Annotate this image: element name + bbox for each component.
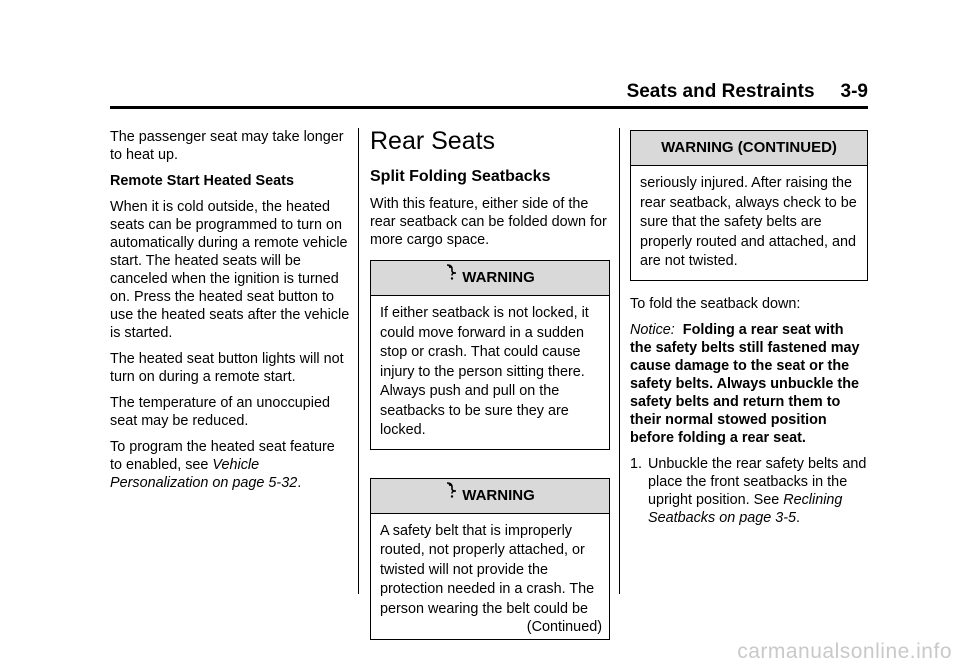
column-2 bbox=[370, 127, 610, 640]
paragraph: To fold the seatback down: bbox=[630, 295, 801, 312]
subsection-heading: Split Folding Seatbacks bbox=[370, 168, 551, 185]
warning-text: If either seatback is not locked, it could move forward in a sudden stop or crash. That could cause injury to the person sitting there. Always push and pull on the seatbacks to be sure they are locked. bbox=[380, 305, 589, 438]
page-header bbox=[110, 80, 868, 104]
warning-brace-icon bbox=[445, 259, 459, 293]
warning-box bbox=[370, 260, 610, 450]
notice bbox=[630, 321, 868, 447]
warning-text: A safety belt that is improperly routed, not properly attached, or twisted will not provide the protection needed in a crash. The person wearing the belt could be bbox=[380, 522, 595, 617]
paragraph: The passenger seat may take longer to heat up. bbox=[110, 129, 344, 163]
subheading: Remote Start Heated Seats bbox=[110, 173, 294, 189]
column-1 bbox=[110, 128, 350, 500]
column-divider-2 bbox=[619, 128, 620, 594]
warning-text: seriously injured. After raising the rear seatback, always check to be sure that the safety belts are properly routed and attached, and are not twisted. bbox=[640, 175, 857, 269]
warning-box-continued bbox=[630, 130, 868, 281]
warning-title: WARNING bbox=[462, 269, 535, 286]
section-title: Seats and Restraints bbox=[626, 81, 815, 102]
warning-brace-icon bbox=[445, 477, 459, 511]
notice-label: Notice: bbox=[630, 321, 675, 338]
paragraph: To program the heated seat feature to enabled, see Vehicle Personalization on page 5-32. bbox=[110, 439, 335, 491]
column-3 bbox=[630, 130, 868, 527]
page-number: 3-9 bbox=[840, 81, 868, 102]
header-rule bbox=[110, 106, 868, 109]
paragraph: The temperature of an unoccupied seat may be reduced. bbox=[110, 395, 330, 429]
warning-header bbox=[371, 261, 609, 296]
warning-title: WARNING bbox=[462, 486, 535, 504]
list-number: 1. bbox=[630, 455, 643, 472]
continued-label: (Continued) bbox=[526, 619, 602, 635]
column-divider-1 bbox=[358, 128, 359, 594]
paragraph: With this feature, either side of the rear seatback can be folded down for more cargo space. bbox=[370, 196, 607, 248]
warning-header: WARNING (CONTINUED) bbox=[631, 131, 867, 166]
section-heading: Rear Seats bbox=[370, 127, 496, 155]
list-item: 1. Unbuckle the rear safety belts and place the front seatbacks in the upright position. See Reclining Seatbacks on page 3-5. bbox=[630, 455, 867, 526]
paragraph: The heated seat button lights will not turn on during a remote start. bbox=[110, 351, 344, 385]
warning-header bbox=[371, 479, 609, 514]
paragraph: When it is cold outside, the heated seats can be programmed to turn on automatically during a remote vehicle start. The heated seats will be canceled when the ignition is turned on. Press the heated seat button to use the heated seats after the vehicle is started. bbox=[110, 199, 350, 341]
cross-reference-link[interactable]: Reclining Seatbacks on page 3-5 bbox=[648, 491, 843, 526]
watermark: carmanualsonline.info bbox=[737, 640, 952, 663]
cross-reference-link[interactable]: Vehicle Personalization on page 5-32 bbox=[110, 457, 298, 491]
warning-box bbox=[370, 478, 610, 641]
notice-text: Folding a rear seat with the safety belts still fastened may cause damage to the seat or the safety belts. Always unbuckle the safety belts and return them to their normal stowed position before folding a rear seat. bbox=[630, 321, 860, 446]
